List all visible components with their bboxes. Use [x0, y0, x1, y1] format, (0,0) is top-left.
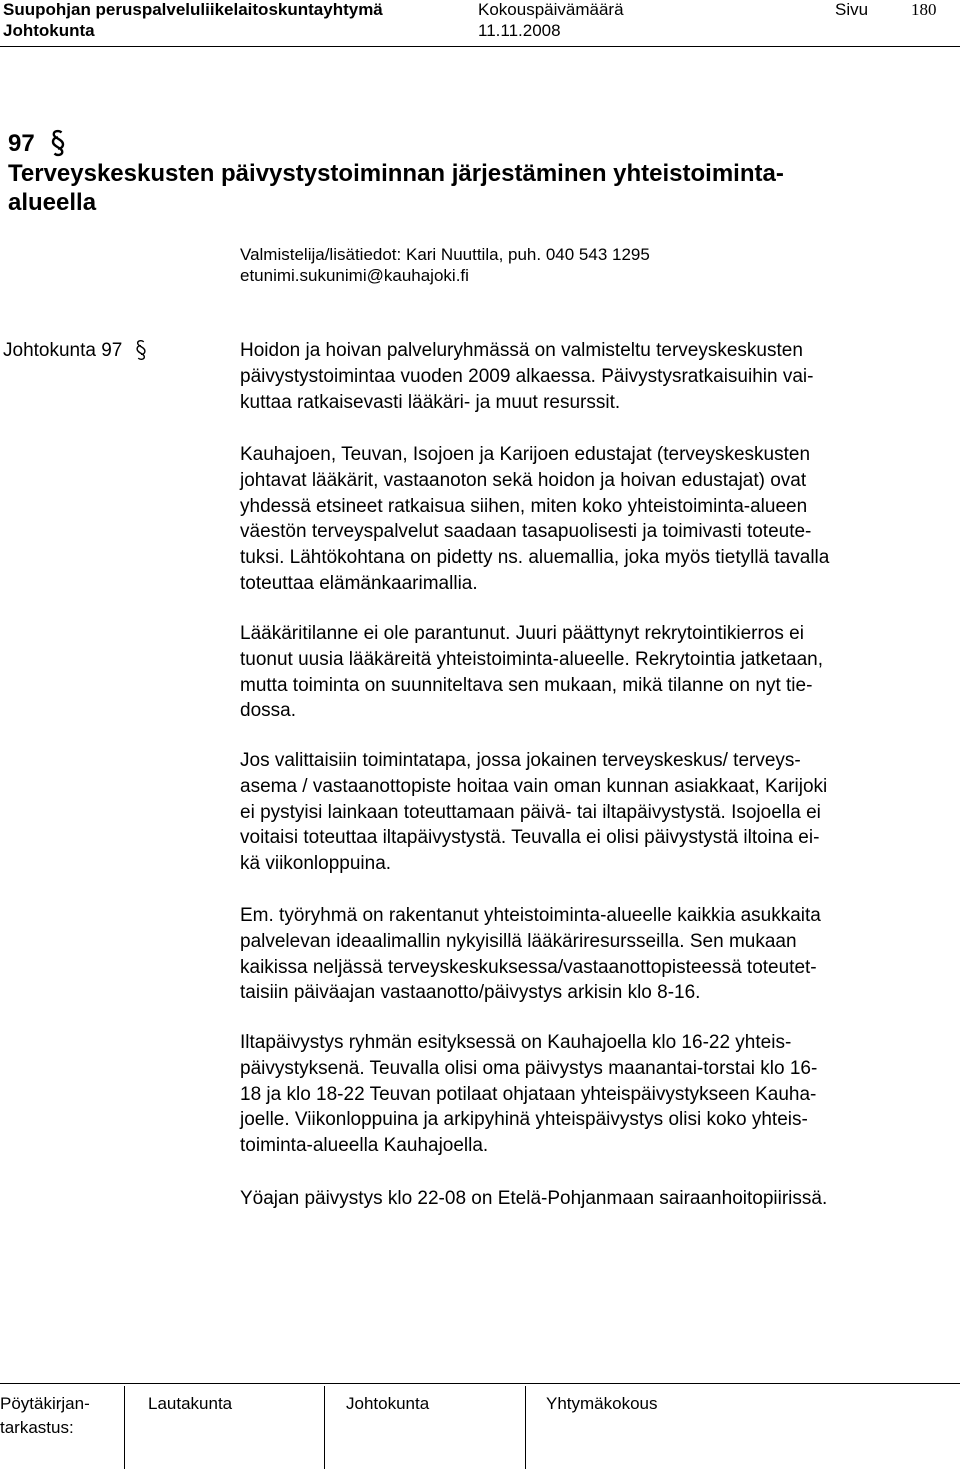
paragraph-line: voitaisi toteuttaa iltapäivystystä. Teuvalla ei olisi päivystystä iltoina ei- — [240, 827, 820, 849]
paragraph-line: asema / vastaanottopiste hoitaa vain oman kunnan asiakkaat, Karijoki — [240, 775, 828, 797]
paragraph-line: toiminta-alueella Kauhajoella. — [240, 1135, 489, 1157]
header-body: Johtokunta — [3, 21, 95, 40]
paragraph-line: palvelevan ideaalimallin nykyisillä lääkäriresursseilla. Sen mukaan — [240, 930, 797, 952]
paragraph-line: Iltapäivystys ryhmän esityksessä on Kauhajoella klo 16-22 yhteis- — [240, 1032, 792, 1053]
footer-assembly-label: Yhtymäkokous — [546, 1394, 658, 1413]
footer-separator — [324, 1386, 325, 1469]
footer-separator — [525, 1386, 526, 1469]
paragraph-line: kaikissa neljässä terveyskeskuksessa/vastaanottopisteessä toteutet- — [240, 956, 817, 978]
preparer-info: Valmistelija/lisätiedot: Kari Nuuttila, puh. 040 543 1295 — [240, 245, 650, 264]
paragraph-line: tuksi. Lähtökohtana on pidetty ns. aluemallia, joka myös tietyllä tavalla — [240, 547, 830, 569]
footer-separator — [124, 1386, 125, 1469]
section-sign-icon — [134, 338, 148, 362]
footer-committee-label: Lautakunta — [148, 1394, 233, 1413]
paragraph — [240, 1186, 940, 1212]
paragraph-line: dossa. — [240, 700, 296, 722]
section-title-line: Terveyskeskusten päivystystoiminnan järjestäminen yhteistoiminta- — [8, 160, 784, 187]
paragraph-line: kä viikonloppuina. — [240, 853, 392, 875]
footer-minutes-check-label — [0, 1392, 90, 1440]
header-rule — [0, 46, 960, 47]
decision-body-label-text: Johtokunta 97 — [3, 340, 123, 361]
section-sign-icon — [49, 129, 67, 157]
paragraph-line: päivystystoimintaa vuoden 2009 alkaessa. Päivystysratkaisuihin vai- — [240, 365, 814, 387]
paragraph-line: päivystyksenä. Teuvalla olisi oma päivystys maanantai-torstai klo 16- — [240, 1057, 818, 1079]
paragraph-line: ei pystyisi lainkaan toteuttamaan päivä- tai iltapäivystystä. Isojoella ei — [240, 801, 821, 823]
paragraph — [240, 1030, 940, 1159]
paragraph-line: Em. työryhmä on rakentanut yhteistoiminta-alueelle kaikkia asukkaita — [240, 905, 821, 926]
footer-board-label: Johtokunta — [346, 1394, 430, 1413]
section-number-value: 97 — [8, 130, 35, 157]
header-organization: Suupohjan peruspalveluliikelaitoskuntayhtymä — [3, 0, 383, 19]
paragraph — [240, 903, 940, 1006]
paragraph-line: Jos valittaisiin toimintatapa, jossa jokainen terveyskeskus/ terveys- — [240, 750, 801, 771]
paragraph-line: yhdessä etsineet ratkaisua siihen, miten koko yhteistoiminta-alueen — [240, 495, 808, 517]
footer-minutes-check-line: Pöytäkirjan- — [0, 1394, 90, 1413]
footer-rule — [0, 1383, 960, 1384]
header-date: 11.11.2008 — [478, 21, 561, 40]
section-number — [8, 128, 67, 160]
paragraph — [240, 748, 940, 877]
paragraph-line: mutta toiminta on suunniteltava sen mukaan, mikä tilanne on nyt tie- — [240, 674, 813, 696]
decision-body-label — [3, 338, 148, 363]
section-title-line: alueella — [8, 189, 97, 216]
section-title — [8, 159, 908, 217]
paragraph-line: joelle. Viikonloppuina ja arkipyhinä yhteispäivystys olisi koko yhteis- — [240, 1109, 808, 1131]
paragraph-line: taisiin päiväajan vastaanotto/päivystys arkisin klo 8-16. — [240, 982, 701, 1004]
header-page-label: Sivu — [835, 0, 869, 19]
paragraph-line: väestön terveyspalvelut saadaan tasapuolisesti ja toimivasti toteute- — [240, 521, 812, 543]
paragraph-line: Yöajan päivystys klo 22-08 on Etelä-Pohjanmaan sairaanhoitopiirissä. — [240, 1188, 828, 1209]
header-date-label: Kokouspäivämäärä — [478, 0, 624, 19]
footer-minutes-check-line: tarkastus: — [0, 1418, 74, 1437]
paragraph — [240, 338, 940, 415]
paragraph — [240, 442, 940, 597]
contact-email[interactable]: etunimi.sukunimi@kauhajoki.fi — [240, 266, 469, 285]
paragraph-line: Hoidon ja hoivan palveluryhmässä on valmisteltu terveyskeskusten — [240, 340, 803, 361]
paragraph-line: kuttaa ratkaisevasti lääkäri- ja muut resurssit. — [240, 391, 621, 413]
paragraph-line: tuonut uusia lääkäreitä yhteistoiminta-alueelle. Rekrytointia jatketaan, — [240, 648, 823, 670]
paragraph-line: 18 ja klo 18-22 Teuvan potilaat ohjataan yhteispäivystykseen Kauha- — [240, 1083, 817, 1105]
paragraph-line: Lääkäritilanne ei ole parantunut. Juuri päättynyt rekrytointikierros ei — [240, 623, 804, 644]
paragraph — [240, 621, 940, 724]
paragraph-line: johtavat lääkärit, vastaanoton sekä hoidon ja hoivan edustajat) ovat — [240, 469, 807, 491]
paragraph-line: toteuttaa elämänkaarimallia. — [240, 572, 478, 594]
paragraph-line: Kauhajoen, Teuvan, Isojoen ja Karijoen edustajat (terveyskeskusten — [240, 444, 811, 465]
header-page-number: 180 — [911, 0, 937, 19]
